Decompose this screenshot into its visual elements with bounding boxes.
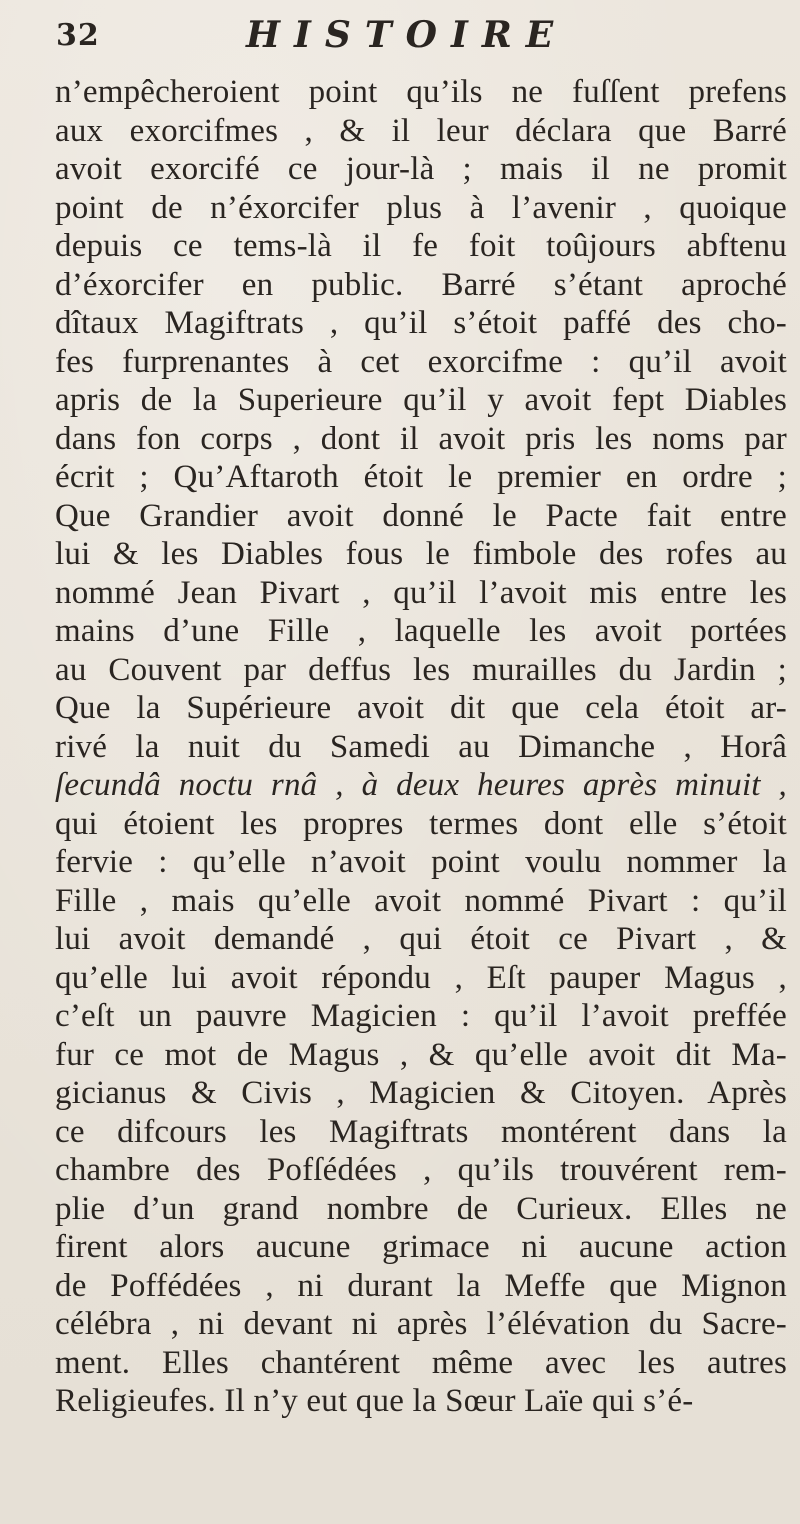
text-line: ment. Elles chantérent même avec les autres: [55, 1344, 787, 1381]
text-line: fur ce mot de Magus , & qu’elle avoit dit Ma-: [55, 1036, 787, 1073]
text-line: qu’elle lui avoit répondu , Eſt pauper Magus ,: [55, 959, 787, 996]
text-line: point de n’éxorcifer plus à l’avenir , quoique: [55, 189, 787, 226]
text-line: nommé Jean Pivart , qu’il l’avoit mis entre les: [55, 574, 787, 611]
text-line: écrit ; Qu’Aftaroth étoit le premier en ordre ;: [55, 459, 787, 495]
text-line: Fille , mais qu’elle avoit nommé Pivart : qu’il: [55, 882, 787, 919]
text-line: gicianus & Civis , Magicien & Citoyen. Après: [55, 1075, 787, 1111]
running-head: HISTOIRE: [246, 14, 568, 56]
text-line: Religieufes. Il n’y eut que la Sœur Laïe qui s’é-: [55, 1383, 694, 1419]
text-line-italic: ſecundâ noctu rnâ , à deux heures après minuit ,: [55, 767, 787, 803]
text-line: lui & les Diables fous le fimbole des rofes au: [55, 536, 787, 572]
text-line: apris de la Superieure qu’il y avoit fept Diables: [55, 382, 787, 418]
text-line: aux exorcifmes , & il leur déclara que Barré: [55, 112, 787, 149]
text-line: plie d’un grand nombre de Curieux. Elles ne: [55, 1190, 787, 1227]
text-line: d’éxorcifer en public. Barré s’étant aproché: [55, 266, 787, 303]
text-line: chambre des Pofſédées , qu’ils trouvérent rem-: [55, 1152, 787, 1188]
text-line: avoit exorcifé ce jour-là ; mais il ne promit: [55, 151, 787, 187]
text-line: fervie : qu’elle n’avoit point voulu nommer la: [55, 844, 787, 880]
text-line: dîtaux Magiftrats , qu’il s’étoit paffé des cho-: [55, 305, 787, 341]
text-line: Que la Supérieure avoit dit que cela étoit ar-: [55, 690, 787, 726]
text-line: lui avoit demandé , qui étoit ce Pivart , &: [55, 921, 787, 957]
text-line: mains d’une Fille , laquelle les avoit portées: [55, 613, 787, 649]
text-line: qui étoient les propres termes dont elle s’étoit: [55, 805, 787, 842]
text-line: au Couvent par deffus les murailles du Jardin ;: [55, 651, 787, 688]
text-line: n’empêcheroient point qu’ils ne fuſſent prefens: [55, 74, 787, 110]
text-line: Que Grandier avoit donné le Pacte fait entre: [55, 497, 787, 534]
text-line: rivé la nuit du Samedi au Dimanche , Horâ: [55, 728, 787, 765]
text-line: dans fon corps , dont il avoit pris les noms par: [55, 420, 787, 457]
text-line: firent alors aucune grimace ni aucune action: [55, 1229, 787, 1265]
text-line: de Poffédées , ni durant la Meffe que Mignon: [55, 1267, 787, 1304]
page-number: 32: [56, 18, 100, 53]
text-line: fes furprenantes à cet exorcifme : qu’il avoit: [55, 343, 787, 380]
text-line: c’eſt un pauvre Magicien : qu’il l’avoit preffée: [55, 998, 787, 1034]
text-line: depuis ce tems-là il fe foit toûjours abftenu: [55, 228, 787, 264]
text-line: ce difcours les Magiftrats montérent dans la: [55, 1113, 787, 1150]
body-text: [55, 73, 787, 1421]
text-line: célébra , ni devant ni après l’élévation du Sacre-: [55, 1306, 787, 1342]
page-header: [56, 12, 760, 62]
